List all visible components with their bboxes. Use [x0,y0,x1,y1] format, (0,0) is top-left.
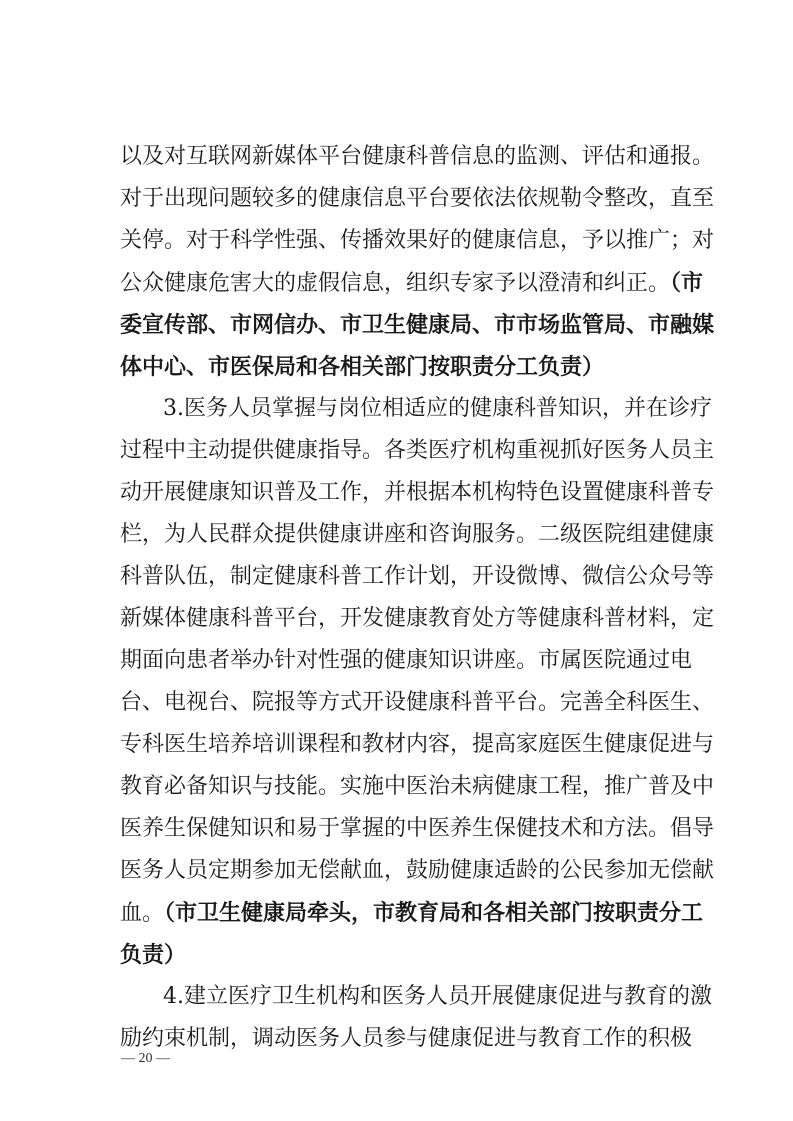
text-line-11: 栏，为人民群众提供健康讲座和咨询服务。二级医院组建健康 [120,522,715,547]
responsibility-note-start: （市 [670,270,704,296]
text-line-13: 新媒体健康科普平台，开发健康教育处方等健康科普材料，定 [120,606,715,631]
text-line-2: 对于出现问题较多的健康信息平台要依法依规勒令整改，直至 [120,186,715,211]
text-line-15: 台、电视台、院报等方式开设健康科普平台。完善全科医生、 [120,690,715,715]
text-line-4-plain: 公众健康危害大的虚假信息，组织专家予以澄清和纠正。 [120,271,671,296]
text-line-3: 关停。对于科学性强、传播效果好的健康信息，予以推广；对 [120,228,715,253]
text-line-14: 期面向患者举办针对性强的健康知识讲座。市属医院通过电 [120,648,693,673]
text-line-17: 教育必备知识与技能。实施中医治未病健康工程，推广普及中 [120,774,715,799]
responsibility-note-line-2: 委宣传部、市网信办、市卫生健康局、市市场监管局、市融媒 [120,312,715,338]
text-line-16: 专科医生培养培训课程和教材内容，提高家庭医生健康促进与 [120,732,715,757]
text-line-20 [120,898,704,928]
paragraph-4-first-line: 4.建立医疗卫生机构和医务人员开展健康促进与教育的激 [163,984,712,1009]
text-line-24: 励约束机制，调动医务人员参与健康促进与教育工作的积极 [120,1026,693,1051]
paragraph-3-first-line: 3.医务人员掌握与岗位相适应的健康科普知识，并在诊疗 [163,396,712,421]
text-line-19: 医务人员定期参加无偿献血，鼓励健康适龄的公民参加无偿献 [120,858,715,883]
text-line-18: 医养生保健知识和易于掌握的中医养生保健技术和方法。倡导 [120,816,715,841]
page-number: — 20 — [121,1051,170,1066]
text-line-10: 动开展健康知识普及工作，并根据本机构特色设置健康科普专 [120,480,715,505]
text-line-4 [120,268,704,298]
responsibility-note-line-3: 体中心、市医保局和各相关部门按职责分工负责） [120,354,605,380]
responsibility-note-2-start: （市卫生健康局牵头，市教育局和各相关部门按职责分工 [164,900,704,926]
text-line-9: 过程中主动提供健康指导。各类医疗机构重视抓好医务人员主 [120,438,715,463]
text-line-1: 以及对互联网新媒体平台健康科普信息的监测、评估和通报。 [120,144,715,169]
text-line-20-plain: 血。 [120,901,165,926]
text-line-12: 科普队伍，制定健康科普工作计划，开设微博、微信公众号等 [120,564,715,589]
responsibility-note-2-end: 负责） [120,942,187,968]
